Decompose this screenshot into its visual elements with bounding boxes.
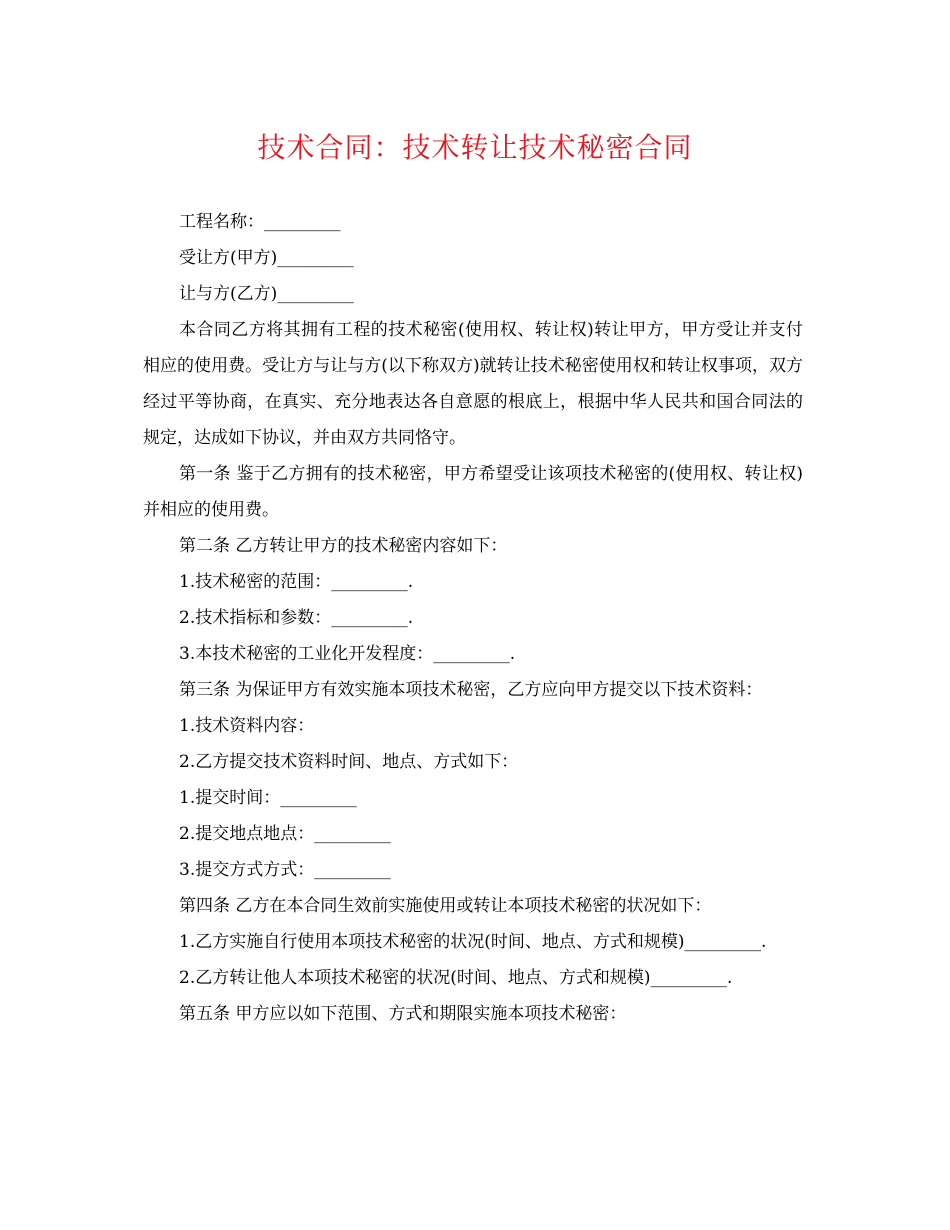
article-4-item-2: 2.乙方转让他人本项技术秘密的状况(时间、地点、方式和规模)_________. — [179, 968, 733, 988]
article-4: 第四条 乙方在本合同生效前实施使用或转让本项技术秘密的状况如下： — [179, 896, 712, 916]
article-3-subitem-3: 3.提交方式方式：_________ — [179, 860, 391, 880]
article-2-item-1: 1.技术秘密的范围：_________. — [179, 572, 414, 592]
document-title: 技术合同：技术转让技术秘密合同 — [257, 131, 693, 164]
article-1: 第一条 鉴于乙方拥有的技术秘密，甲方希望受让该项技术秘密的(使用权、转让权)并相应的使用费。 — [143, 464, 803, 520]
field-party-a: 受让方(甲方)_________ — [179, 248, 354, 268]
article-3-subitem-2: 2.提交地点地点：_________ — [179, 824, 391, 844]
preamble-paragraph: 本合同乙方将其拥有工程的技术秘密(使用权、转让权)转让甲方，甲方受让并支付相应的使用费。受让方与让与方(以下称双方)就转让技术秘密使用权和转让权事项，双方经过平等协商，在真实、充分地表达各自意愿的根底上，根据中华人民共和国合同法的规定，达成如下协议，并由双方共同恪守。 — [143, 320, 803, 448]
article-2-item-3: 3.本技术秘密的工业化开发程度：_________. — [179, 644, 516, 664]
article-3-subitem-1: 1.提交时间：_________ — [179, 788, 357, 808]
field-party-b: 让与方(乙方)_________ — [179, 284, 354, 304]
article-3-item-1: 1.技术资料内容： — [179, 716, 315, 736]
document-body — [143, 204, 803, 1032]
article-2-item-2: 2.技术指标和参数：_________. — [179, 608, 414, 628]
article-5: 第五条 甲方应以如下范围、方式和期限实施本项技术秘密： — [179, 1004, 627, 1024]
article-2: 第二条 乙方转让甲方的技术秘密内容如下： — [179, 536, 508, 556]
field-project-name: 工程名称：_________ — [179, 212, 341, 232]
article-3: 第三条 为保证甲方有效实施本项技术秘密，乙方应向甲方提交以下技术资料： — [179, 680, 763, 700]
article-4-item-1: 1.乙方实施自行使用本项技术秘密的状况(时间、地点、方式和规模)_________. — [179, 932, 767, 952]
article-3-item-2: 2.乙方提交技术资料时间、地点、方式如下： — [179, 752, 519, 772]
